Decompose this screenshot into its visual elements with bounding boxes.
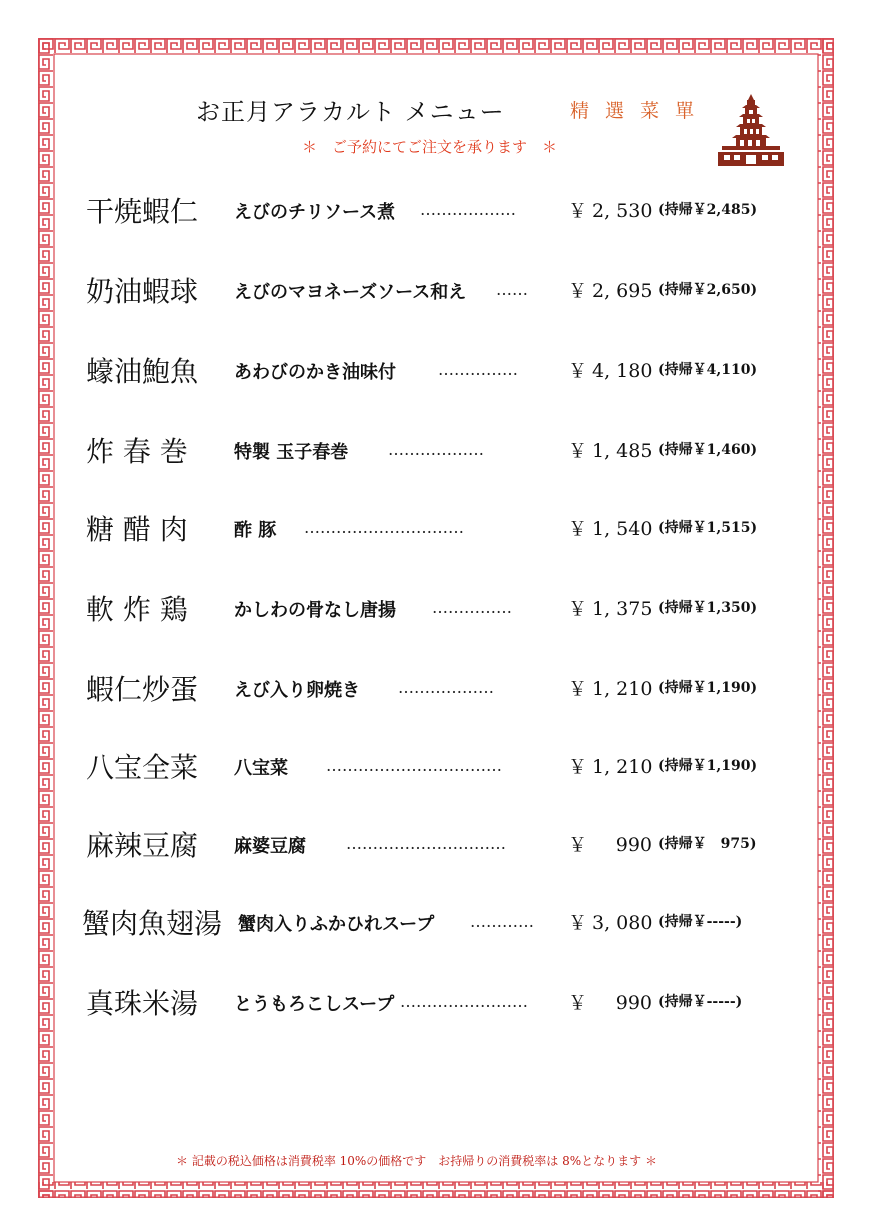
leader-dots: ……………………………	[326, 756, 502, 775]
dish-price	[568, 276, 652, 303]
dish-chinese-name: 蟹肉魚翅湯	[82, 907, 223, 940]
takeout-price: (持帰￥2,650)	[658, 282, 758, 298]
yen-symbol: ￥	[568, 756, 588, 778]
leader-dots: ………………	[388, 440, 484, 459]
menu-item	[0, 746, 870, 786]
dish-chinese-name: 奶油蝦球	[86, 275, 199, 308]
dish-chinese-name: 炸 春 巻	[86, 435, 188, 468]
price-amount: 1, 485	[592, 440, 653, 462]
dish-chinese-name: 麻辣豆腐	[86, 829, 199, 862]
price-amount: 1, 375	[592, 598, 653, 620]
dish-japanese-name: えび入り卵焼き	[234, 680, 360, 701]
menu-item	[0, 824, 870, 864]
takeout-price: (持帰￥1,190)	[658, 758, 758, 774]
takeout-price: (持帰￥4,110)	[658, 362, 758, 378]
price-amount: 1, 210	[592, 678, 653, 700]
menu-item	[0, 982, 870, 1022]
takeout-price: (持帰￥ 975)	[658, 836, 757, 852]
yen-symbol: ￥	[568, 440, 588, 462]
yen-symbol: ￥	[568, 912, 588, 934]
menu-item	[0, 350, 870, 390]
leader-dots: …………………………	[304, 518, 464, 537]
leader-dots: ………………	[420, 200, 516, 219]
dish-price	[568, 988, 652, 1015]
leader-dots: ……	[496, 280, 528, 299]
price-amount: 2, 695	[592, 280, 653, 302]
price-amount: 990	[615, 992, 652, 1014]
yen-symbol: ￥	[568, 678, 588, 700]
dish-chinese-name: 干焼蝦仁	[86, 195, 199, 228]
dish-chinese-name: 蠔油鮑魚	[86, 355, 199, 388]
dish-chinese-name: 蝦仁炒蛋	[86, 673, 199, 706]
menu-item	[0, 508, 870, 548]
dish-japanese-name: とうもろこしスープ	[234, 994, 395, 1015]
yen-symbol: ￥	[568, 518, 588, 540]
takeout-price: (持帰￥1,460)	[658, 442, 758, 458]
takeout-price: (持帰￥2,485)	[658, 202, 758, 218]
menu-item	[0, 430, 870, 470]
price-amount: 990	[615, 834, 652, 856]
yen-symbol: ￥	[568, 834, 588, 856]
dish-price	[568, 594, 652, 621]
price-amount: 4, 180	[592, 360, 653, 382]
menu-item	[0, 588, 870, 628]
dish-price	[568, 908, 652, 935]
dish-japanese-name: 蟹肉入りふかひれスープ	[238, 914, 435, 935]
dish-japanese-name: あわびのかき油味付	[234, 362, 396, 383]
dish-japanese-name: かしわの骨なし唐揚	[234, 600, 396, 621]
menu-item	[0, 270, 870, 310]
pagoda-icon	[718, 94, 784, 170]
page-title: お正月アラカルト メニュー	[196, 98, 505, 126]
takeout-price: (持帰￥1,190)	[658, 680, 758, 696]
dish-price	[568, 830, 652, 857]
price-amount: 3, 080	[592, 912, 653, 934]
yen-symbol: ￥	[568, 598, 588, 620]
reservation-notice: ＊ ご予約にてご注文を承ります ＊	[302, 138, 558, 156]
price-amount: 1, 540	[592, 518, 653, 540]
menu-item	[0, 190, 870, 230]
yen-symbol: ￥	[568, 280, 588, 302]
takeout-price: (持帰￥-----)	[658, 914, 743, 930]
dish-chinese-name: 軟 炸 鶏	[86, 593, 188, 626]
dish-price	[568, 196, 652, 223]
dish-chinese-name: 糖 醋 肉	[86, 513, 188, 546]
dish-price	[568, 514, 652, 541]
dish-japanese-name: えびのチリソース煮	[234, 202, 396, 223]
menu-item	[0, 902, 870, 942]
takeout-price: (持帰￥1,350)	[658, 600, 758, 616]
dish-japanese-name: 酢 豚	[234, 520, 277, 541]
price-amount: 2, 530	[592, 200, 653, 222]
leader-dots: ……………………	[400, 992, 528, 1011]
takeout-price: (持帰￥1,515)	[658, 520, 758, 536]
menu-item	[0, 668, 870, 708]
dish-price	[568, 356, 652, 383]
dish-japanese-name: 特製 玉子春巻	[234, 442, 349, 463]
dish-price	[568, 674, 652, 701]
dish-japanese-name: 麻婆豆腐	[234, 836, 306, 857]
yen-symbol: ￥	[568, 992, 588, 1014]
dish-chinese-name: 八宝全菜	[86, 751, 199, 784]
price-amount: 1, 210	[592, 756, 653, 778]
leader-dots: …………	[470, 912, 534, 931]
tax-footnote: ＊ 記載の税込価格は消費税率 10%の価格です お持帰りの消費税率は 8%となります ＊	[176, 1154, 657, 1168]
page-subtitle: 精 選 菜 單	[570, 100, 700, 122]
leader-dots: ……………	[432, 598, 512, 617]
dish-price	[568, 752, 652, 779]
dish-japanese-name: えびのマヨネーズソース和え	[234, 282, 467, 303]
leader-dots: ……………	[438, 360, 518, 379]
dish-japanese-name: 八宝菜	[234, 758, 288, 779]
yen-symbol: ￥	[568, 360, 588, 382]
takeout-price: (持帰￥-----)	[658, 994, 743, 1010]
leader-dots: …………………………	[346, 834, 506, 853]
dish-price	[568, 436, 652, 463]
yen-symbol: ￥	[568, 200, 588, 222]
dish-chinese-name: 真珠米湯	[86, 987, 199, 1020]
leader-dots: ………………	[398, 678, 494, 697]
